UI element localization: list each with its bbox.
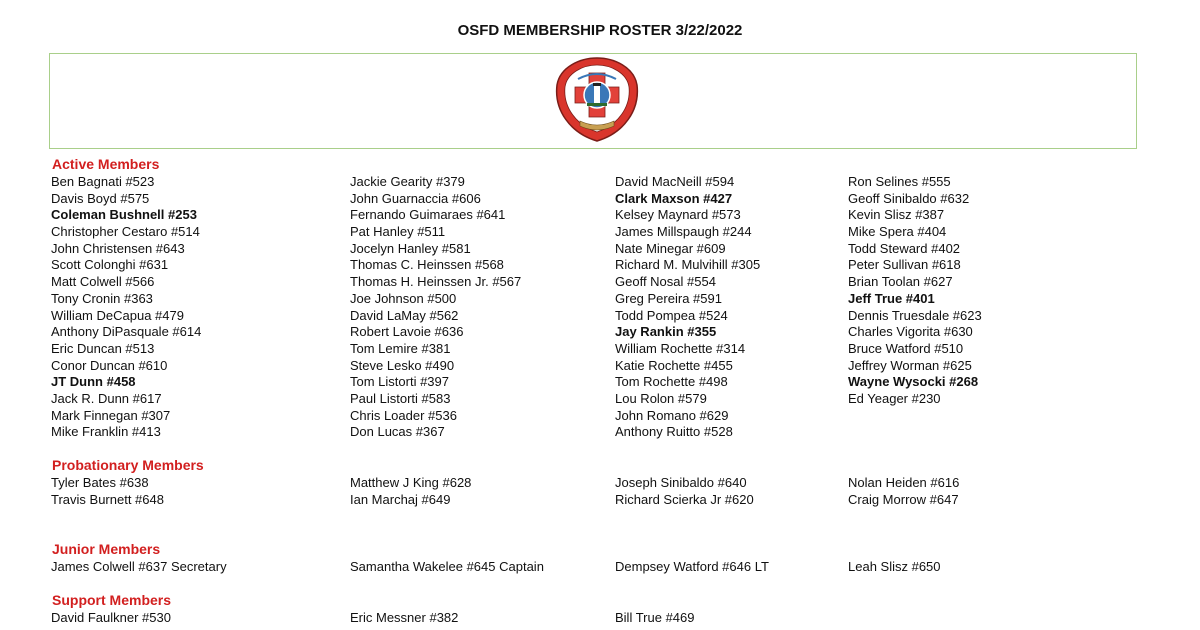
active-column-3	[615, 174, 760, 441]
member-entry: Conor Duncan #610	[51, 357, 168, 373]
member-entry: Katie Rochette #455	[615, 357, 733, 373]
fire-department-badge-icon	[554, 55, 640, 143]
junior-column-1	[51, 559, 227, 576]
member-entry: Brian Toolan #627	[848, 274, 953, 290]
member-entry: John Christensen #643	[51, 240, 185, 256]
member-entry: Robert Lavoie #636	[350, 324, 464, 340]
member-entry: Bruce Watford #510	[848, 340, 964, 356]
section-title-active: Active Members	[52, 156, 160, 172]
member-entry: Joseph Sinibaldo #640	[615, 475, 747, 490]
page-title: OSFD MEMBERSHIP ROSTER 3/22/2022	[457, 22, 743, 39]
member-entry: Eric Messner #382	[350, 610, 459, 625]
member-entry: Tyler Bates #638	[51, 475, 149, 490]
member-entry: Todd Pompea #524	[615, 307, 728, 323]
member-entry: Samantha Wakelee #645 Captain	[350, 559, 544, 574]
member-entry: Geoff Nosal #554	[615, 274, 716, 290]
member-entry: Mark Finnegan #307	[51, 407, 171, 423]
active-column-1	[51, 174, 201, 441]
member-entry: JT Dunn #458	[51, 374, 136, 390]
member-entry: Joe Johnson #500	[350, 290, 457, 306]
member-entry: Jeff True #401	[848, 290, 935, 306]
member-entry: Peter Sullivan #618	[848, 257, 961, 273]
section-title-support: Support Members	[52, 592, 172, 608]
member-entry: Jackie Gearity #379	[350, 174, 465, 189]
member-entry: Paul Listorti #583	[350, 390, 451, 406]
member-entry: Mike Franklin #413	[51, 424, 161, 440]
member-entry: Jeffrey Worman #625	[848, 357, 972, 373]
member-entry: John Romano #629	[615, 407, 729, 423]
member-entry: Bill True #469	[615, 610, 695, 625]
member-entry: Tom Lemire #381	[350, 340, 451, 356]
member-entry: Ben Bagnati #523	[51, 174, 155, 189]
member-entry: Kevin Slisz #387	[848, 207, 945, 223]
member-entry: Nolan Heiden #616	[848, 475, 960, 490]
member-entry: Matthew J King #628	[350, 475, 472, 490]
section-title-probationary: Probationary Members	[52, 457, 204, 473]
member-entry: Lou Rolon #579	[615, 390, 707, 406]
member-entry: Tony Cronin #363	[51, 290, 153, 306]
member-entry: Craig Morrow #647	[848, 491, 959, 507]
member-entry: Tom Rochette #498	[615, 374, 728, 390]
member-entry: Richard Scierka Jr #620	[615, 491, 754, 507]
support-column-2	[350, 610, 458, 627]
member-entry: Dempsey Watford #646 LT	[615, 559, 769, 574]
member-entry: Christopher Cestaro #514	[51, 224, 200, 240]
member-entry: Dennis Truesdale #623	[848, 307, 982, 323]
junior-column-4	[848, 559, 941, 576]
member-entry: James Millspaugh #244	[615, 224, 752, 240]
member-entry: Wayne Wysocki #268	[848, 374, 979, 390]
member-entry: Richard M. Mulvihill #305	[615, 257, 761, 273]
member-entry: Tom Listorti #397	[350, 374, 449, 390]
member-entry: Leah Slisz #650	[848, 559, 941, 574]
member-entry: David Faulkner #530	[51, 610, 171, 625]
active-column-2	[350, 174, 521, 441]
active-column-4	[848, 174, 982, 408]
probationary-column-2	[350, 475, 471, 508]
logo-banner	[49, 53, 1137, 149]
support-column-1	[51, 610, 171, 627]
member-entry: Ed Yeager #230	[848, 390, 941, 406]
member-entry: David LaMay #562	[350, 307, 459, 323]
member-entry: William Rochette #314	[615, 340, 746, 356]
member-entry: Matt Colwell #566	[51, 274, 155, 290]
member-entry: Anthony DiPasquale #614	[51, 324, 202, 340]
member-entry: Ron Selines #555	[848, 174, 951, 189]
member-entry: Todd Steward #402	[848, 240, 961, 256]
member-entry: David MacNeill #594	[615, 174, 735, 189]
junior-column-2	[350, 559, 544, 576]
member-entry: Jack R. Dunn #617	[51, 390, 162, 406]
member-entry: Travis Burnett #648	[51, 491, 164, 507]
member-entry: Jay Rankin #355	[615, 324, 717, 340]
member-entry: Anthony Ruitto #528	[615, 424, 733, 440]
member-entry: Davis Boyd #575	[51, 190, 150, 206]
member-entry: Charles Vigorita #630	[848, 324, 973, 340]
member-entry: Mike Spera #404	[848, 224, 947, 240]
member-entry: Kelsey Maynard #573	[615, 207, 741, 223]
probationary-column-1	[51, 475, 164, 508]
member-entry: Scott Colonghi #631	[51, 257, 169, 273]
probationary-column-3	[615, 475, 754, 508]
member-entry: Pat Hanley #511	[350, 224, 446, 240]
member-entry: Geoff Sinibaldo #632	[848, 190, 970, 206]
member-entry: Ian Marchaj #649	[350, 491, 451, 507]
member-entry: Coleman Bushnell #253	[51, 207, 197, 223]
member-entry: Clark Maxson #427	[615, 190, 733, 206]
support-column-3	[615, 610, 695, 627]
member-entry: Jocelyn Hanley #581	[350, 240, 471, 256]
member-entry: William DeCapua #479	[51, 307, 184, 323]
member-entry: Chris Loader #536	[350, 407, 457, 423]
member-entry: Don Lucas #367	[350, 424, 445, 440]
member-entry: Nate Minegar #609	[615, 240, 726, 256]
member-entry: Fernando Guimaraes #641	[350, 207, 506, 223]
member-entry: James Colwell #637 Secretary	[51, 559, 227, 574]
member-entry: Thomas C. Heinssen #568	[350, 257, 504, 273]
junior-column-3	[615, 559, 769, 576]
section-title-junior: Junior Members	[52, 541, 161, 557]
probationary-column-4	[848, 475, 959, 508]
member-entry: Eric Duncan #513	[51, 340, 155, 356]
member-entry: Greg Pereira #591	[615, 290, 722, 306]
member-entry: Steve Lesko #490	[350, 357, 455, 373]
member-entry: Thomas H. Heinssen Jr. #567	[350, 274, 522, 290]
member-entry: John Guarnaccia #606	[350, 190, 481, 206]
